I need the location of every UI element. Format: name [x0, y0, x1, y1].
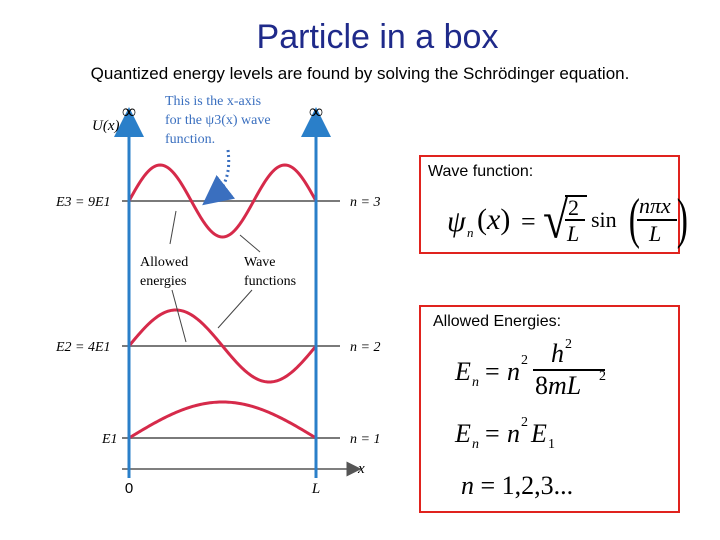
page-title: Particle in a box — [256, 18, 499, 56]
xaxis-annotation-line-2: for the ψ3(x) wave — [165, 113, 271, 128]
wave-functions-label-line-1: Wave — [244, 255, 276, 270]
x-axis-label: x — [358, 461, 365, 477]
allowed-energies-label-line-2: energies — [140, 274, 187, 289]
energy-label-2: E2 = 4E1 — [56, 340, 111, 355]
wave-functions-pointer-1 — [240, 235, 260, 252]
allowed-energies-label-line-1: Allowed — [140, 255, 189, 270]
xaxis-annotation-line-1: This is the x-axis — [165, 94, 262, 109]
wave-functions-label-line-2: functions — [244, 274, 297, 289]
allowed-energies-pointer-2 — [172, 290, 186, 342]
energy-label-3: E3 = 9E1 — [56, 195, 111, 210]
wave-function-n1 — [129, 402, 316, 438]
wave-function-formula: ψ n (x) = √ 2 L sin ( nπx L ) — [447, 188, 688, 250]
energy-formula-full: E n = n 2 h 2 8mL 2 — [455, 337, 606, 400]
allowed-energies-pointer-1 — [170, 211, 176, 244]
origin-label: 0 — [124, 480, 134, 497]
y-axis-label: U(x) — [92, 118, 120, 134]
infinity-left-label: ∞ — [121, 101, 137, 123]
infinity-right-label: ∞ — [308, 101, 324, 123]
wave-function-box — [419, 155, 688, 254]
allowed-energies-box-label: Allowed Energies: — [433, 313, 562, 330]
box-length-label: L — [311, 481, 321, 497]
xaxis-annotation-line-3: function. — [165, 132, 216, 147]
n-label-1: n = 1 — [350, 432, 381, 447]
n-label-3: n = 3 — [350, 195, 381, 210]
energy-formula-simple: E n = n 2 E 1 — [455, 415, 555, 452]
wave-functions-pointer-2 — [218, 290, 252, 328]
allowed-energies-box — [419, 305, 680, 513]
xaxis-annotation-arrow — [214, 150, 229, 196]
quantum-number-values: n = 1,2,3... — [461, 471, 574, 500]
wave-function-box-label: Wave function: — [428, 163, 534, 180]
page-subtitle: Quantized energy levels are found by solving the Schrödinger equation. — [90, 64, 630, 83]
n-label-2: n = 2 — [350, 340, 381, 355]
energy-label-1: E1 — [102, 432, 118, 447]
